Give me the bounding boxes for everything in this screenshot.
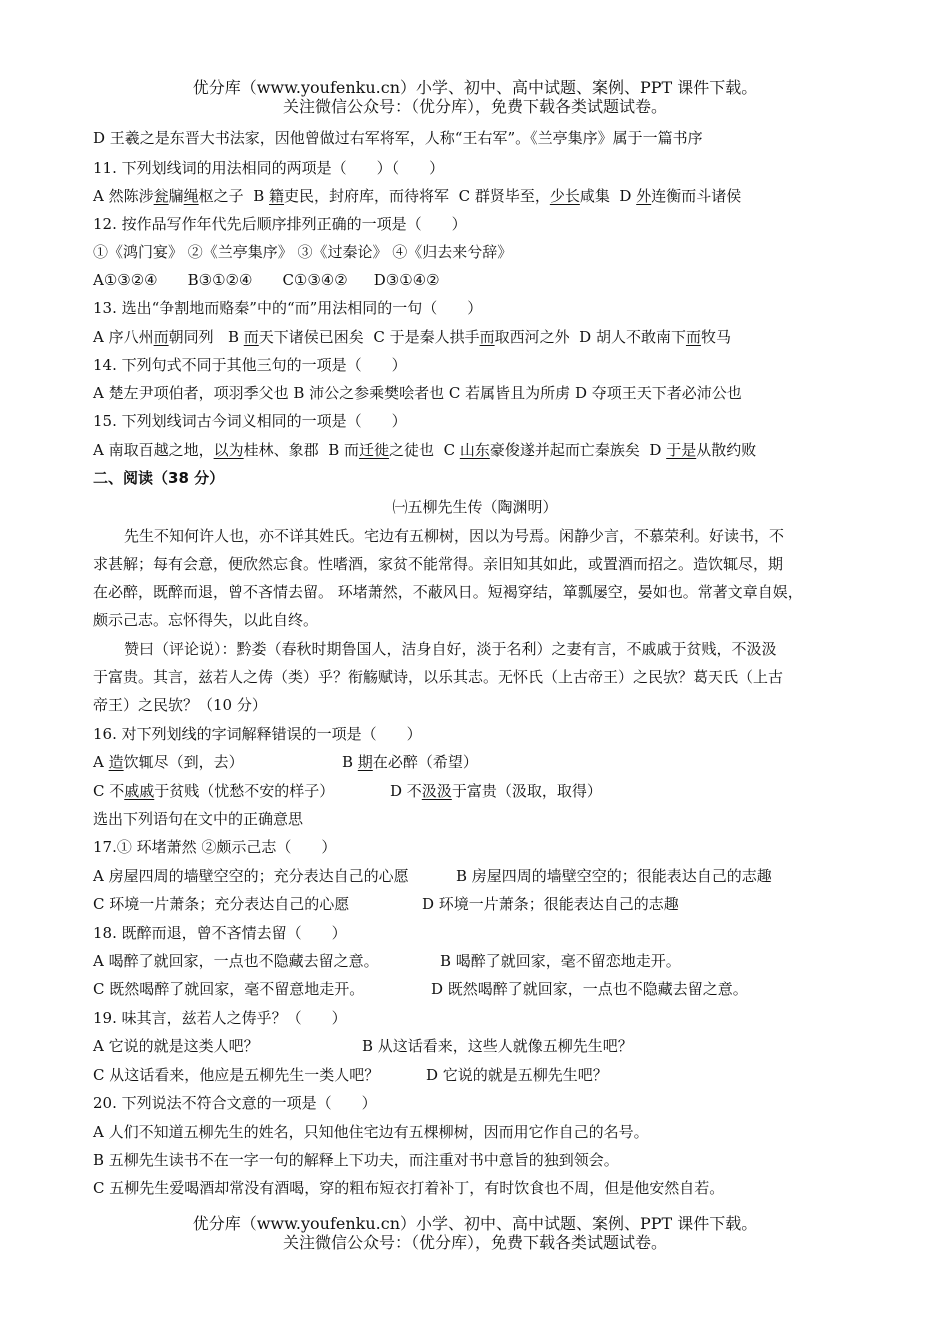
q15-b-underline: 迁徙: [358, 441, 389, 459]
q13-b-pre: B: [227, 328, 244, 346]
q13-c-underline: 而: [479, 328, 495, 346]
q13-b-underline: 而: [243, 328, 259, 346]
q10-option-d: D 王羲之是东晋大书法家，因他曾做过右军将军，人称“王右军”。《兰亭集序》属于一篇书序: [93, 129, 703, 147]
q19-stem: 19. 味其言，兹若人之俦乎？（ ）: [93, 1009, 347, 1027]
q14-options: A 楚左尹项伯者，项羽季父也 B 沛公之参乘樊哙者也 C 若属皆且为所虏 D 夺项王天下者必沛公也: [93, 384, 742, 402]
q15-d-underline: 于是: [666, 441, 697, 459]
q15-options: [93, 439, 756, 461]
q15-a-post: 桂林、象郡: [243, 441, 319, 459]
q19-option-c: C 从这话看来，他应是五柳先生一类人吧？: [93, 1066, 380, 1084]
q16-c-pre: C 不: [93, 782, 125, 800]
q16-c-post: 于贫贱（忧愁不安的样子）: [154, 782, 335, 800]
q11-a-mid: 牖: [168, 187, 184, 205]
q16-b-underline: 期: [357, 753, 373, 771]
q12-option-d: D③①④②: [373, 271, 440, 289]
q15-b-post: 之徒也: [389, 441, 435, 459]
q11-c-underline: 少长: [549, 187, 580, 205]
q13-c-pre: C 于是秦人拱手: [373, 328, 480, 346]
q15-d-post: 从散约败: [696, 441, 757, 459]
page-footer: [0, 1214, 950, 1252]
q13-a-pre: A 序八州: [93, 328, 154, 346]
q11-a-pre: A 然陈涉: [93, 187, 154, 205]
passage-p2-line-1: 赞曰（评论说）：黔娄（春秋时期鲁国人，洁身自好，淡于名利）之妻有言，不戚戚于贫贱，不汲汲: [124, 640, 777, 658]
q11-d-underline: 外: [636, 187, 652, 205]
header-line-2: 关注微信公众号：（优分库），免费下载各类试题试卷。: [282, 97, 667, 116]
q15-stem: 15. 下列划线词古今词义相同的一项是（ ）: [93, 412, 407, 430]
q11-b-post: 吏民，封府库，而待将军: [284, 187, 450, 205]
q20-stem: 20. 下列说法不符合文意的一项是（ ）: [93, 1094, 377, 1112]
q11-options: [93, 185, 741, 207]
q13-options: [93, 326, 731, 348]
q16-option-a: [93, 751, 244, 773]
passage-p1-line-2: 求甚解；每有会意，便欣然忘食。性嗜酒，家贫不能常得。亲旧知其如此，或置酒而招之。造饮辄尽，期: [93, 555, 784, 573]
q19-option-b: B 从这话看来，这些人就像五柳先生吧？: [362, 1037, 633, 1055]
q12-options: [93, 269, 440, 291]
q20-option-b: B 五柳先生读书不在一字一句的解释上下功夫，而注重对书中意旨的独到领会。: [93, 1151, 619, 1169]
q18-option-a: A 喝醉了就回家，一点也不隐藏去留之意。: [93, 952, 379, 970]
q13-d-post: 牧马: [700, 328, 731, 346]
q16-a-post: 饮辄尽（到，去）: [123, 753, 244, 771]
section-2-title: 二、阅读（38 分）: [93, 469, 225, 487]
q11-b-underline: 籍: [269, 187, 285, 205]
q11-c-pre: C 群贤毕至，: [458, 187, 550, 205]
q16-option-c: [93, 780, 334, 802]
q12-stem: 12. 按作品写作年代先后顺序排列正确的一项是（ ）: [93, 215, 467, 233]
q16-d-underline: 汲汲: [421, 782, 452, 800]
q18-option-c: C 既然喝醉了就回家，毫不留意地走开。: [93, 980, 365, 998]
passage-p1-line-3: 在必醉，既醉而退，曾不吝情去留。 环堵萧然，不蔽风日。短褐穿结，箪瓢屡空，晏如也。常著文章自娱，: [93, 583, 803, 601]
q18-option-d: D 既然喝醉了就回家，一点也不隐藏去留之意。: [431, 980, 748, 998]
q13-a-post: 朝同列: [168, 328, 214, 346]
q16-note: 选出下列语句在文中的正确意思: [93, 810, 304, 828]
q12-option-c: C①③④②: [282, 271, 348, 289]
q16-option-d: [390, 780, 602, 802]
q16-d-post: 于富贵（汲取，取得）: [451, 782, 602, 800]
q13-c-post: 取西河之外: [494, 328, 570, 346]
q16-b-post: 在必醉（希望）: [372, 753, 478, 771]
q12-option-b: B③①②④: [187, 271, 253, 289]
q11-d-pre: D: [619, 187, 637, 205]
q15-a-underline: 以为: [213, 441, 244, 459]
passage-p2-line-3: 帝王）之民欤？（10 分）: [93, 696, 267, 714]
q18-stem: 18. 既醉而退，曾不吝情去留（ ）: [93, 924, 347, 942]
q17-option-a: A 房屋四周的墙壁空空的；充分表达自己的心愿: [93, 867, 409, 885]
q17-option-b: B 房屋四周的墙壁空空的；很能表达自己的志趣: [456, 867, 772, 885]
passage-p1-line-1: 先生不知何许人也，亦不详其姓氏。宅边有五柳树，因以为号焉。闲静少言，不慕荣利。好读书，不: [124, 527, 785, 545]
q19-option-a: A 它说的就是这类人吧？: [93, 1037, 259, 1055]
q16-stem: 16. 对下列划线的字词解释错误的一项是（ ）: [93, 725, 422, 743]
q11-c-post: 咸集: [579, 187, 610, 205]
q16-a-underline: 造: [108, 753, 124, 771]
footer-line-1: 优分库（www.youfenku.cn）小学、初中、高中试题、案例、PPT 课件下载。: [192, 1214, 758, 1233]
q16-a-pre: A: [93, 753, 109, 771]
q11-a-underline-1: 瓮: [153, 187, 169, 205]
q13-stem: 13. 选出“争割地而赂秦”中的“而”用法相同的一句（ ）: [93, 299, 483, 317]
q11-b-pre: B: [253, 187, 270, 205]
q15-c-pre: C: [443, 441, 460, 459]
passage-p2-line-2: 于富贵。其言，兹若人之俦（类）乎？衔觞赋诗，以乐其志。无怀氏（上古帝王）之民欤？葛天氏（上古: [93, 668, 784, 686]
passage-title: ㈠五柳先生传（陶渊明）: [392, 498, 558, 516]
q11-stem: 11. 下列划线词的用法相同的两项是（ ）（ ）: [93, 159, 445, 177]
q14-stem: 14. 下列句式不同于其他三句的一项是（ ）: [93, 356, 407, 374]
footer-line-2: 关注微信公众号：（优分库），免费下载各类试题试卷。: [282, 1233, 667, 1252]
q16-c-underline: 戚戚: [124, 782, 155, 800]
q13-a-underline: 而: [153, 328, 169, 346]
q20-option-c: C 五柳先生爱喝酒却常没有酒喝，穿的粗布短衣打着补丁，有时饮食也不周，但是他安然自若。: [93, 1179, 725, 1197]
q11-d-post: 连衡而斗诸侯: [651, 187, 742, 205]
header-line-1: 优分库（www.youfenku.cn）小学、初中、高中试题、案例、PPT 课件下载。: [192, 78, 758, 97]
q20-option-a: A 人们不知道五柳先生的姓名，只知他住宅边有五棵柳树，因而用它作自己的名号。: [93, 1123, 649, 1141]
q16-b-pre: B: [342, 753, 358, 771]
q15-a-pre: A 南取百越之地，: [93, 441, 214, 459]
q16-d-pre: D 不: [390, 782, 422, 800]
q11-a-post: 枢之子: [198, 187, 244, 205]
q16-option-b: [342, 751, 478, 773]
q15-d-pre: D: [649, 441, 667, 459]
page-header: [0, 78, 950, 116]
q11-a-underline-2: 绳: [183, 187, 199, 205]
q15-c-underline: 山东: [459, 441, 490, 459]
q17-stem: 17.① 环堵萧然 ②颇示己志（ ）: [93, 838, 337, 856]
q15-c-post: 豪俊遂并起而亡秦族矣: [489, 441, 640, 459]
passage-p1-line-4: 颇示己志。忘怀得失，以此自终。: [93, 611, 319, 629]
q17-option-d: D 环境一片萧条；很能表达自己的志趣: [422, 895, 679, 913]
q12-works: ①《鸿门宴》 ②《兰亭集序》 ③《过秦论》 ④《归去来兮辞》: [93, 243, 513, 261]
q17-option-c: C 环境一片萧条；充分表达自己的心愿: [93, 895, 350, 913]
q19-option-d: D 它说的就是五柳先生吧？: [426, 1066, 608, 1084]
q18-option-b: B 喝醉了就回家，毫不留恋地走开。: [440, 952, 681, 970]
q13-b-post: 天下诸侯已困矣: [258, 328, 364, 346]
q15-b-pre: B 而: [328, 441, 359, 459]
q12-option-a: A①③②④: [93, 271, 158, 289]
q13-d-pre: D 胡人不敢南下: [579, 328, 686, 346]
q13-d-underline: 而: [685, 328, 701, 346]
